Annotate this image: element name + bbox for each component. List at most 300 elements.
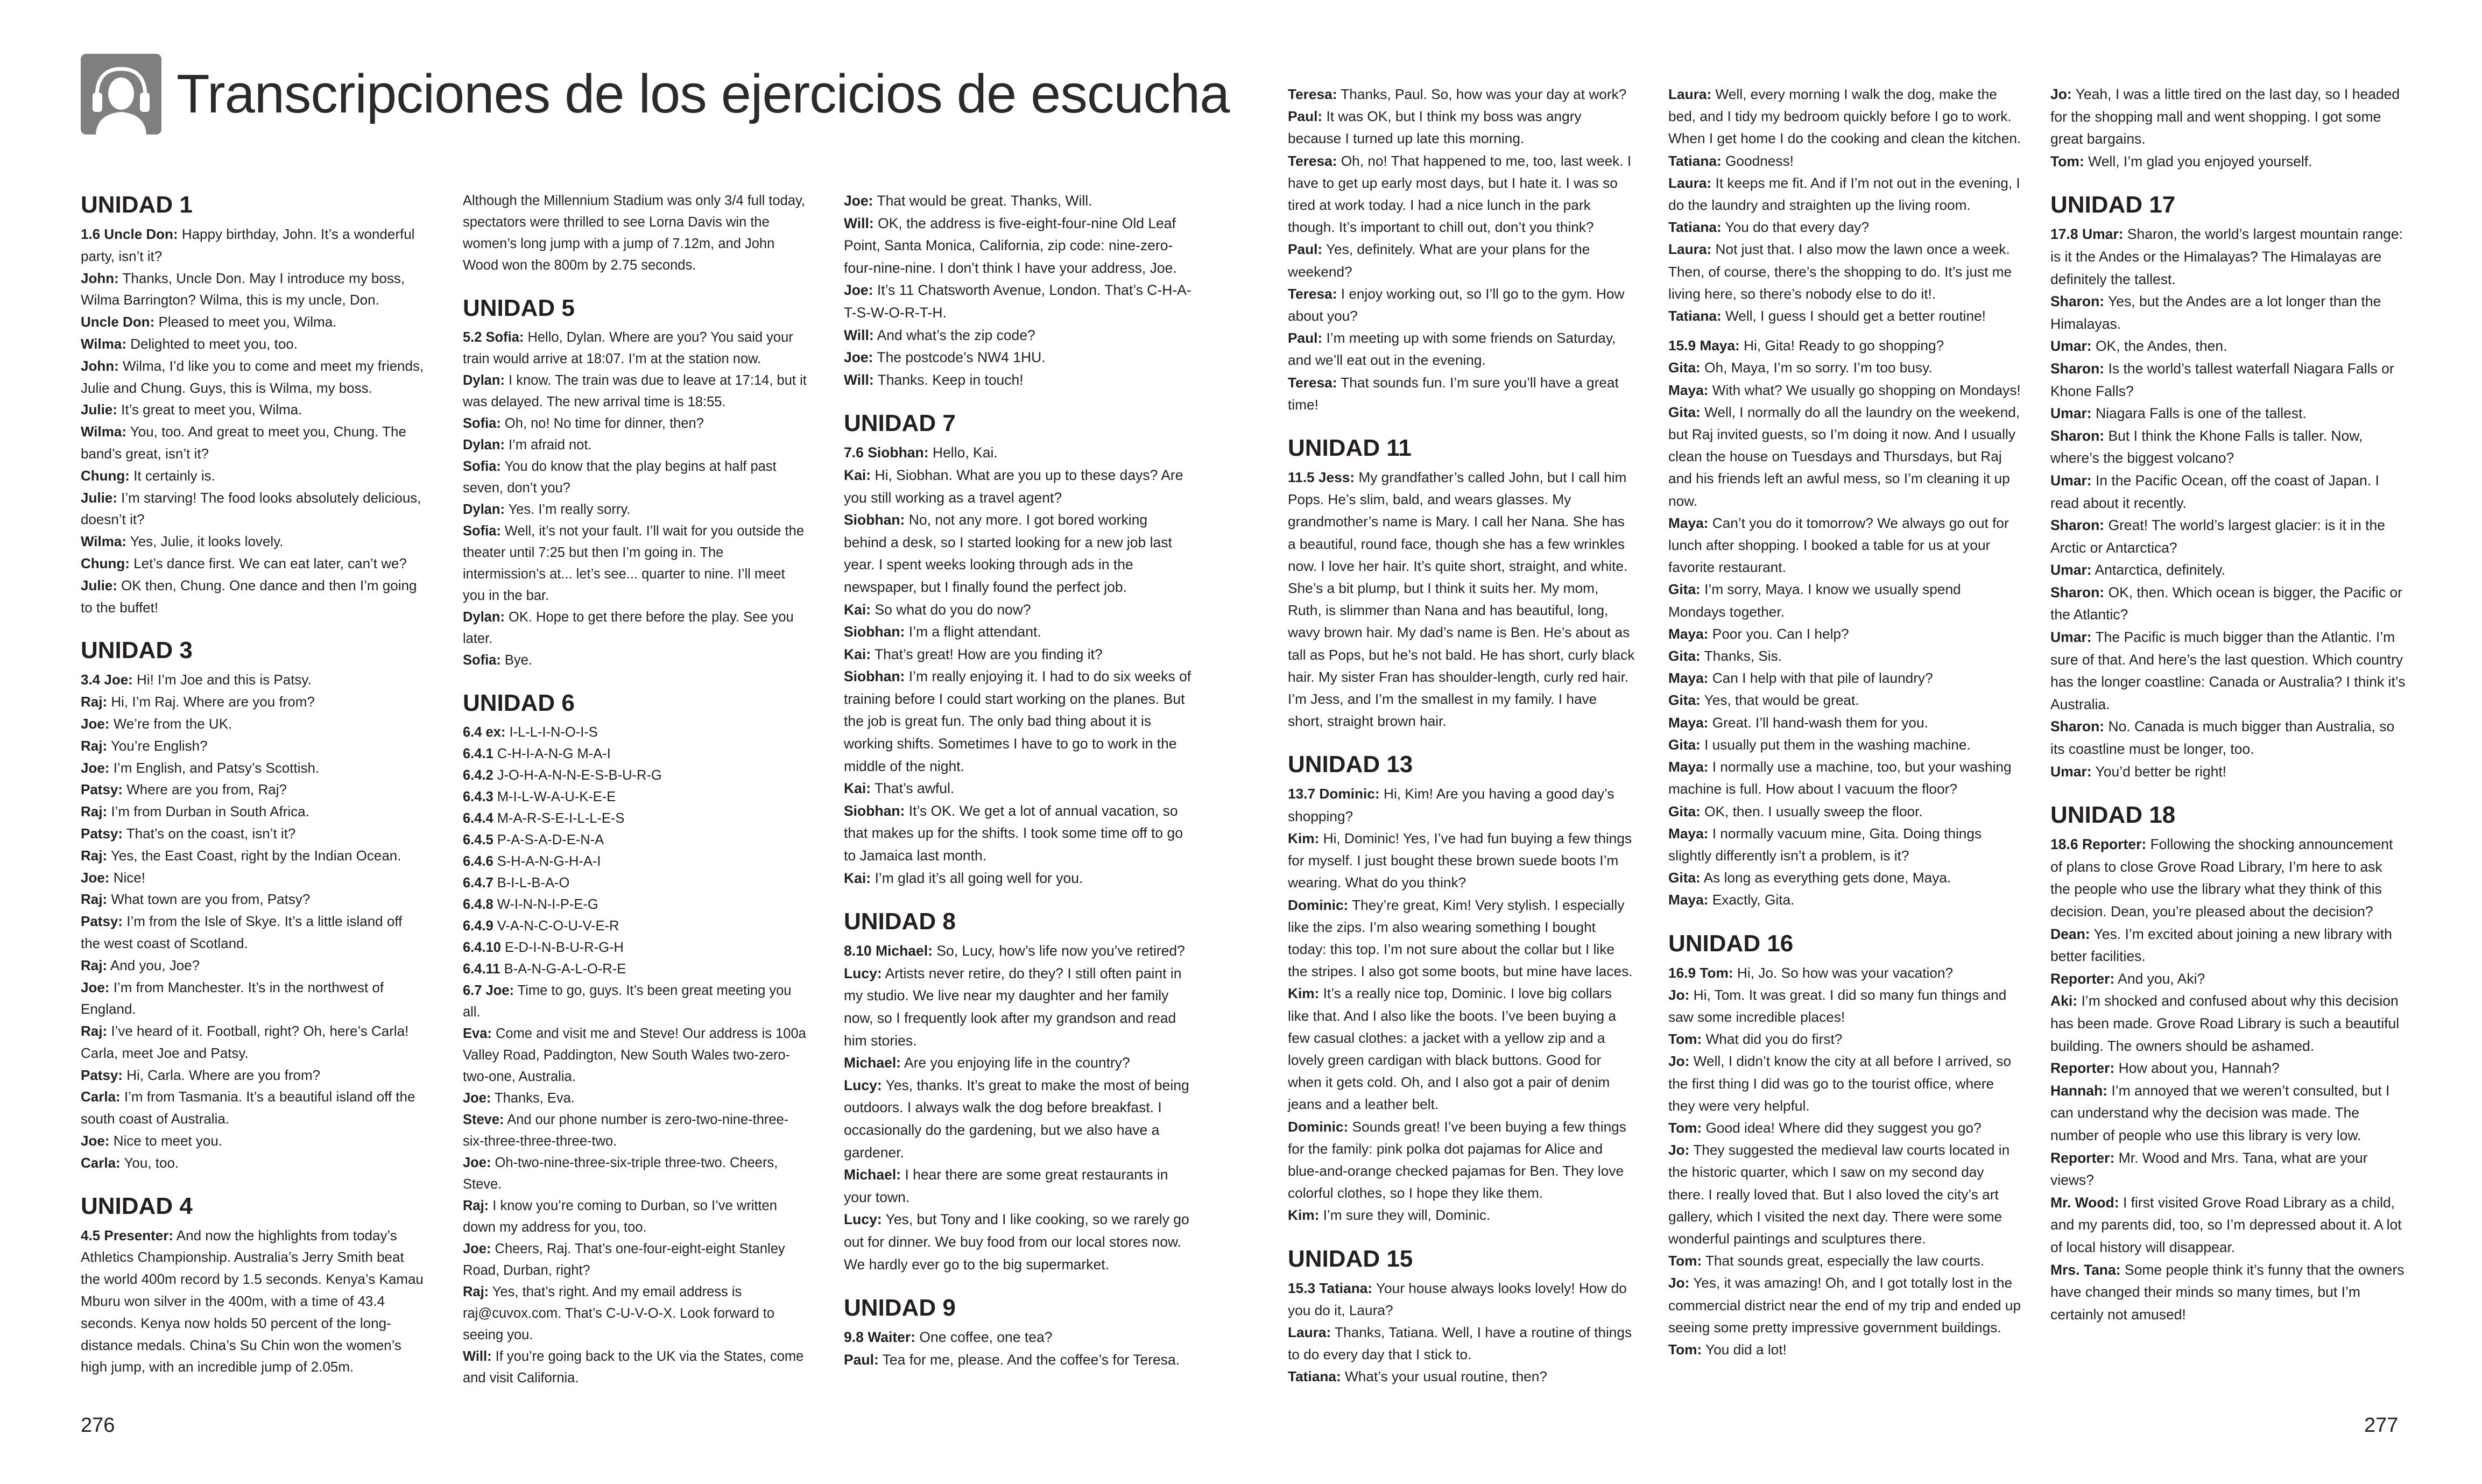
transcript-line (844, 347, 1191, 369)
transcript-line (844, 190, 1191, 213)
speech-text: I’m annoyed that we weren’t consulted, but I can understand why the decision was made. The number of people who use this library is very low. (2050, 1082, 2390, 1143)
transcript-line (1668, 1050, 2021, 1117)
transcript-line (463, 808, 807, 829)
speaker-label: 8.10 Michael: (844, 943, 933, 959)
unit-heading: UNIDAD 16 (1668, 930, 1794, 957)
transcript-column-4 (1288, 83, 1635, 1388)
speech-text: Yeah, I was a little tired on the last day, so I headed for the shopping mall and went shopping. I got some great bargains. (2050, 86, 2400, 147)
transcript-line (463, 499, 807, 520)
transcript-line (844, 1326, 1191, 1349)
transcript-line (1668, 83, 2021, 150)
transcript-line (463, 980, 807, 1023)
speech-text: Let’s dance first. We can eat later, can’t we? (129, 555, 407, 571)
speech-text: OK, the Andes, then. (2091, 338, 2227, 355)
speech-text: OK, then. Which ocean is bigger, the Pacific or the Atlantic? (2050, 584, 2402, 623)
speech-text: You do know that the play begins at half past seven, don’t you? (463, 459, 777, 496)
speech-text: Yes, Julie, it looks lovely. (126, 533, 284, 550)
paragraph-gap (1668, 327, 2021, 335)
transcript-column-2 (463, 190, 807, 1389)
transcript-line (463, 649, 807, 671)
transcript-line (844, 442, 1191, 464)
speech-text: Thanks, Uncle Don. May I introduce my boss, Wilma Barrington? Wilma, this is my uncle, Don. (81, 270, 405, 308)
transcript-line (81, 421, 425, 465)
transcript-line (844, 666, 1191, 778)
speaker-label: Raj: (81, 1023, 108, 1040)
transcript-line (81, 977, 425, 1021)
speech-text: OK then, Chung. One dance and then I’m going to the buffet! (81, 577, 417, 616)
speech-text: Hi, Siobhan. What are you up to these days? Are you still working as a travel agent? (844, 467, 1183, 506)
speaker-label: Dylan: (463, 610, 505, 625)
transcript-line (463, 1087, 807, 1109)
speaker-label: Mrs. Tana: (2050, 1261, 2121, 1278)
speaker-label: Gita: (1668, 736, 1701, 753)
transcript-line (1288, 1116, 1635, 1205)
speech-text: Hi! I’m Joe and this is Patsy. (132, 672, 312, 688)
transcript-line (1288, 1322, 1635, 1366)
speech-text: So, Lucy, how’s life now you’ve retired? (932, 943, 1185, 959)
transcript-line (2050, 626, 2406, 716)
transcript-line (844, 279, 1191, 324)
speaker-label: Julie: (81, 577, 117, 593)
speech-text: They’re great, Kim! Very stylish. I especially like the zips. I’m also wearing something I bought today: this top. I’m not sure about the collar but I like the stripes. I also got some boots, but mine have laces. (1288, 896, 1633, 980)
transcript-line (1668, 667, 2021, 689)
speaker-label: 15.3 Tatiana: (1288, 1280, 1373, 1296)
speech-text: If you’re going back to the UK via the States, come and visit California. (463, 1349, 804, 1386)
speech-text: One coffee, one tea? (915, 1329, 1053, 1346)
unit-heading: UNIDAD 8 (844, 908, 956, 935)
speaker-label: Tatiana: (1668, 219, 1722, 236)
speaker-label: 6.4.11 (463, 962, 500, 977)
page-number-right: 277 (2364, 1414, 2399, 1437)
speech-text: I’m a flight attendant. (905, 624, 1041, 640)
speech-text: I-L-L-I-N-O-I-S (505, 725, 598, 740)
transcript-line (1668, 867, 2021, 889)
transcript-line (463, 1195, 807, 1238)
speaker-label: Joe: (81, 715, 110, 732)
speech-text: That sounds great, especially the law courts. (1702, 1253, 1984, 1269)
transcript-line (844, 1075, 1191, 1164)
transcript-line (81, 223, 425, 267)
speech-text: I’m really enjoying it. I had to do six weeks of training before I could start working on the planes. But the job is great fun. The only bad thing about it is working shifts. Sometimes I have to go to work in the middle of the night. (844, 668, 1191, 774)
speech-text: Thanks, Tatiana. Well, I have a routine of things to do every day that I stick to. (1288, 1324, 1632, 1363)
speech-text: Yes. I’m excited about joining a new library with better facilities. (2050, 925, 2392, 965)
speaker-label: Gita: (1668, 648, 1701, 665)
speech-text: Artists never retire, do they? I still often paint in my studio. We live near my daughter and her family now, so I frequently look after my grandson and read him stories. (844, 965, 1182, 1049)
transcript-line (844, 621, 1191, 644)
transcript-line (844, 464, 1191, 509)
transcript-line (844, 940, 1191, 963)
speech-text: That would be great. Thanks, Will. (873, 193, 1092, 209)
transcript-line (1288, 83, 1635, 105)
speech-text: How about you, Hannah? (2114, 1060, 2280, 1077)
speaker-label: Kai: (844, 646, 871, 662)
unit-heading: UNIDAD 11 (1288, 435, 1412, 462)
speech-text: M-A-R-S-E-I-L-L-E-S (493, 811, 625, 826)
speech-text: I know you’re coming to Durban, so I’ve written down my address for you, too. (463, 1198, 777, 1235)
speech-text: J-O-H-A-N-N-E-S-B-U-R-G (493, 768, 662, 783)
speaker-label: Maya: (1668, 381, 1709, 398)
speaker-label: Sofia: (463, 653, 501, 668)
transcript-line (81, 823, 425, 845)
transcript-line (81, 713, 425, 735)
speaker-label: 6.4.5 (463, 832, 493, 847)
speech-text: Thanks. Keep in touch! (873, 371, 1024, 388)
transcript-line (463, 1346, 807, 1389)
unit-heading: UNIDAD 13 (1288, 751, 1413, 778)
speech-text: OK, the address is five-eight-four-nine Old Leaf Point, Santa Monica, California, zip code: nine-zero-four-nine-nine. I don’t think I have your address, Joe. (844, 215, 1177, 276)
speech-text: It’s 11 Chatsworth Avenue, London. That’s C-H-A-T-S-W-O-R-T-H. (844, 282, 1191, 321)
speech-text: Thanks, Paul. So, how was your day at work? (1337, 86, 1627, 102)
transcript-line (1668, 1139, 2021, 1250)
speech-text: Great. I’ll hand-wash them for you. (1708, 714, 1928, 731)
transcript-line (2050, 1057, 2406, 1080)
speaker-label: 5.2 Sofia: (463, 330, 524, 345)
speech-text: I hear there are some great restaurants in your town. (844, 1167, 1168, 1205)
transcript-line (81, 1086, 425, 1130)
transcript-line (81, 487, 425, 531)
transcript-line (463, 915, 807, 937)
speech-text: Oh, no! No time for dinner, then? (500, 416, 704, 431)
transcript-line (1288, 467, 1635, 732)
speech-text: Nice! (109, 869, 145, 886)
speech-text: I’ve heard of it. Football, right? Oh, here’s Carla! Carla, meet Joe and Patsy. (81, 1023, 409, 1061)
speech-text: I’m shocked and confused about why this decision has been made. Grove Road Library is such a beautiful building. The owners should be ashamed. (2050, 993, 2400, 1054)
transcript-line (1668, 216, 2021, 238)
speaker-label: Gita: (1668, 404, 1701, 420)
speech-text: You did a lot! (1702, 1341, 1787, 1358)
transcript-line (1668, 712, 2021, 734)
speech-text: I’m glad it’s all going well for you. (871, 870, 1083, 886)
speaker-label: Dominic: (1288, 896, 1349, 913)
speaker-label: Joe: (81, 1133, 110, 1149)
transcript-line (2050, 582, 2406, 626)
speaker-label: Aki: (2050, 993, 2078, 1009)
speech-text: I’m sorry, Maya. I know we usually spend Mondays together. (1668, 581, 1961, 620)
speaker-label: 9.8 Waiter: (844, 1329, 916, 1346)
speech-text: Not just that. I also mow the lawn once a week. Then, of course, there’s the shopping to do. It’s just me living here, so there’s nobody else to do it!. (1668, 241, 2012, 302)
transcript-line (81, 355, 425, 399)
speaker-label: Joe: (844, 349, 873, 366)
transcript-line (1288, 327, 1635, 371)
transcript-line (81, 801, 425, 823)
transcript-line (1668, 1028, 2021, 1050)
transcript-line (463, 606, 807, 649)
speaker-label: Kai: (844, 870, 871, 886)
speaker-label: Umar: (2050, 763, 2092, 780)
transcript-line (2050, 1147, 2406, 1192)
speech-text: Hi, Gita! Ready to go shopping? (1739, 337, 1944, 354)
speaker-label: Jo: (1668, 1275, 1690, 1291)
speaker-label: Sofia: (463, 459, 501, 474)
transcript-line (1668, 1339, 2021, 1361)
speaker-label: 6.4.10 (463, 940, 501, 955)
speaker-label: Siobhan: (844, 624, 905, 640)
speech-text: Well, I normally do all the laundry on the weekend, but Raj invited guests, so I’m doing it now. And I usually clean the house on Tuesdays and Thursdays, but Raj and his friends left an awful mess, so I’m cleaning it up now. (1668, 404, 2020, 509)
transcript-column-6 (2050, 83, 2406, 1326)
transcript-line (463, 958, 807, 980)
speaker-label: Chung: (81, 555, 130, 571)
transcript-line (1288, 1366, 1635, 1388)
transcript-line (2050, 470, 2406, 514)
speaker-label: 6.4.6 (463, 854, 493, 869)
transcript-line (844, 1209, 1191, 1276)
page-header (81, 54, 1229, 135)
unit-heading: UNIDAD 9 (844, 1295, 956, 1322)
speech-text: E-D-I-N-B-U-R-G-H (500, 940, 624, 955)
speaker-label: Uncle Don: (81, 314, 155, 330)
transcript-line (463, 327, 807, 370)
transcript-line (1668, 1250, 2021, 1272)
transcript-line (1668, 734, 2021, 756)
transcript-column-1 (81, 190, 425, 1378)
speaker-label: Will: (844, 371, 874, 388)
unit-heading: UNIDAD 3 (81, 637, 193, 664)
speaker-label: Joe: (81, 979, 110, 995)
speech-text: Although the Millennium Stadium was only 3/4 full today, spectators were thrilled to see Lorna Davis win the women’s long jump with a jump of 7.12m, and John Wood won the 800m by 2.75 seconds. (463, 193, 805, 273)
transcript-line (1668, 623, 2021, 645)
transcript-line (463, 413, 807, 434)
speaker-label: Will: (463, 1349, 492, 1364)
transcript-line (844, 509, 1191, 598)
speech-text: Following the shocking announcement of plans to close Grove Road Library, I’m here to ask the people who use the library what they think of this decision. Dean, you’re pleased about the decision? (2050, 836, 2393, 920)
transcript-line (1288, 150, 1635, 239)
unit-heading: UNIDAD 4 (81, 1192, 193, 1219)
transcript-line (1288, 828, 1635, 894)
speaker-label: Hannah: (2050, 1082, 2107, 1099)
speech-text: Delighted to meet you, too. (126, 335, 298, 352)
speaker-label: Maya: (1668, 625, 1709, 642)
speech-text: Some people think it’s funny that the owners have changed their minds so many times, but I’m certainly not amused! (2050, 1261, 2405, 1323)
speech-text: In the Pacific Ocean, off the coast of Japan. I read about it recently. (2050, 472, 2379, 511)
speech-text: That’s awful. (871, 780, 955, 797)
speaker-label: 4.5 Presenter: (81, 1227, 173, 1243)
speaker-label: Raj: (463, 1198, 489, 1213)
transcript-line (81, 757, 425, 779)
speech-text: It’s a really nice top, Dominic. I love big collars like that. And I also like the boots. I’ve been buying a few casual clothes: a jacket with a yellow zip and a lovely green cardigan with black buttons. Good for when it gets cold. Oh, and I also got a pair of denim jeans and a leather belt. (1288, 985, 1616, 1113)
speech-text: OK. Hope to get there before the play. See you later. (463, 610, 794, 646)
speaker-label: Paul: (844, 1351, 879, 1368)
speaker-label: Sharon: (2050, 517, 2105, 534)
speaker-label: Siobhan: (844, 512, 905, 528)
speech-text: Yes, definitely. What are your plans for the weekend? (1288, 241, 1590, 280)
speaker-label: Sharon: (2050, 584, 2105, 600)
speech-text: Happy birthday, John. It’s a wonderful party, isn’t it? (81, 226, 415, 264)
speech-text: You do that every day? (1721, 219, 1870, 236)
speaker-label: Raj: (81, 803, 108, 820)
speech-text: Hi, Carla. Where are you from? (123, 1066, 321, 1083)
transcript-line (1668, 1117, 2021, 1139)
speaker-label: 1.6 Uncle Don: (81, 226, 178, 242)
speech-text: Well, I didn’t know the city at all before I arrived, so the first thing I did was go to the tourist office, where they were very helpful. (1668, 1053, 2012, 1114)
transcript-line (2050, 1259, 2406, 1326)
transcript-line (1668, 962, 2021, 984)
speaker-label: Sofia: (463, 524, 501, 539)
transcript-line (463, 786, 807, 808)
speaker-label: Teresa: (1288, 285, 1337, 302)
transcript-line (81, 465, 425, 487)
speaker-label: Sharon: (2050, 427, 2105, 444)
transcript-line (81, 691, 425, 713)
transcript-line (2050, 291, 2406, 335)
headphones-person-icon (81, 54, 161, 135)
speaker-label: Joe: (844, 193, 873, 209)
speaker-label: Raj: (81, 847, 108, 864)
speaker-label: Carla: (81, 1089, 121, 1105)
transcript-line (463, 765, 807, 786)
speaker-label: 15.9 Maya: (1668, 337, 1740, 354)
transcript-line (1668, 823, 2021, 867)
transcript-line (463, 520, 807, 606)
speaker-label: Dean: (2050, 925, 2090, 942)
speaker-label: 11.5 Jess: (1288, 469, 1355, 486)
speaker-label: Kim: (1288, 1207, 1320, 1224)
speaker-label: Raj: (463, 1284, 489, 1299)
speaker-label: Patsy: (81, 825, 123, 842)
speech-text: I normally vacuum mine, Gita. Doing things slightly differently isn’t a problem, is it? (1668, 825, 1982, 864)
speaker-label: John: (81, 357, 119, 374)
speaker-label: 13.7 Dominic: (1288, 786, 1380, 802)
transcript-line (1288, 983, 1635, 1115)
speech-text: You, too. And great to meet you, Chung. The band’s great, isn’t it? (81, 423, 406, 462)
transcript-line (1288, 238, 1635, 282)
speaker-label: Teresa: (1288, 152, 1337, 169)
speech-text: Good idea! Where did they suggest you go? (1702, 1119, 1982, 1136)
speech-text: You’d better be right! (2091, 763, 2227, 780)
speaker-label: Raj: (81, 737, 108, 754)
speech-text: Yes, it was amazing! Oh, and I got totally lost in the commercial district near the end of my trip and ended up seeing some pretty impressive government buildings. (1668, 1275, 2021, 1335)
unit-heading: UNIDAD 17 (2050, 192, 2176, 218)
speaker-label: Joe: (81, 759, 110, 776)
transcript-line (2050, 833, 2406, 923)
speaker-label: Tatiana: (1288, 1368, 1341, 1385)
transcript-line (1288, 105, 1635, 150)
speaker-label: Patsy: (81, 781, 123, 798)
speaker-label: Wilma: (81, 533, 126, 550)
transcript-line (81, 1064, 425, 1086)
transcript-line (2050, 1192, 2406, 1259)
speaker-label: Will: (844, 215, 874, 231)
speaker-label: Maya: (1668, 670, 1709, 687)
speech-text: Yes, that’s right. And my email address is raj@cuvox.com. That’s C-U-V-O-X. Look forward to seeing you. (463, 1284, 775, 1342)
speech-text: V-A-N-C-O-U-V-E-R (493, 918, 619, 934)
speaker-label: Jo: (1668, 1053, 1690, 1070)
speech-text: Pleased to meet you, Wilma. (154, 314, 337, 330)
speech-text: Hi, Kim! Are you having a good day’s shopping? (1288, 786, 1614, 824)
speaker-label: 6.4.9 (463, 918, 493, 934)
transcript-line (463, 434, 807, 456)
speech-text: We’re from the UK. (109, 715, 232, 732)
speech-text: Hi, Dominic! Yes, I’ve had fun buying a few things for myself. I just bought these brown suede boots I’m wearing. What do you think? (1288, 830, 1632, 891)
unit-heading: UNIDAD 5 (463, 295, 575, 321)
speaker-label: Sharon: (2050, 718, 2105, 735)
transcript-line (463, 1152, 807, 1195)
speaker-label: Dominic: (1288, 1118, 1349, 1135)
speaker-label: Wilma: (81, 335, 126, 352)
transcript-line (81, 955, 425, 977)
speaker-label: Mr. Wood: (2050, 1194, 2119, 1211)
speaker-label: Julie: (81, 489, 117, 506)
speaker-label: Dylan: (463, 373, 505, 388)
speech-text: Hello, Kai. (928, 444, 998, 461)
speech-text: I’m from the Isle of Skye. It’s a little island off the west coast of Scotland. (81, 913, 403, 951)
speech-text: I enjoy working out, so I’ll go to the gym. How about you? (1288, 285, 1625, 324)
transcript-line (463, 190, 807, 276)
speaker-label: Maya: (1668, 759, 1709, 775)
speech-text: You, too. (120, 1154, 179, 1171)
speech-text: Yes, the East Coast, right by the Indian Ocean. (107, 847, 401, 864)
speech-text: The Pacific is much bigger than the Atlantic. I’m sure of that. And here’s the last question. Which country has the longer coastline: Canada or Australia? I think it’s Australia. (2050, 629, 2406, 712)
speaker-label: Raj: (81, 891, 108, 908)
transcript-line (81, 845, 425, 867)
unit-heading: UNIDAD 7 (844, 410, 956, 437)
speaker-label: Joe: (463, 1155, 491, 1170)
speaker-label: Will: (844, 327, 874, 343)
transcript-line (844, 867, 1191, 890)
transcript-line (1668, 512, 2021, 579)
transcript-line (2050, 990, 2406, 1057)
speaker-label: Umar: (2050, 405, 2092, 422)
speech-text: So what do you do now? (871, 601, 1031, 618)
transcript-line (1668, 1272, 2021, 1339)
transcript-line (844, 324, 1191, 347)
speaker-label: Laura: (1668, 86, 1712, 102)
speech-text: Yes, but Tony and I like cooking, so we rarely go out for dinner. We buy food from our local stores now. We hardly ever go to the big supermarket. (844, 1211, 1189, 1273)
speech-text: B-I-L-B-A-O (493, 875, 570, 891)
transcript-line (1288, 894, 1635, 983)
speech-text: Your house always looks lovely! How do you do it, Laura? (1288, 1280, 1627, 1318)
transcript-line (463, 851, 807, 872)
speaker-label: Lucy: (844, 1077, 882, 1093)
speech-text: Great! The world’s largest glacier: is it in the Arctic or Antarctica? (2050, 517, 2386, 556)
speech-text: Sounds great! I’ve been buying a few things for the family: pink polka dot pajamas for Alice and blue-and-orange checked pajamas for Ben. They love colorful clothes, so I hope they like them. (1288, 1118, 1626, 1202)
speech-text: Yes, that would be great. (1700, 692, 1859, 709)
transcript-line (1668, 305, 2021, 327)
speech-text: And now the highlights from today’s Athletics Championship. Australia’s Jerry Smith beat the world 400m record by 1.5 seconds. Kenya’s Kamau Mburu won silver in the 400m, with a time of 43.4 seconds. Kenya now holds 50 percent of the long-distance medals. China’s Su Chin won the women’s high jump, with an incredible jump of 2.05m. (81, 1227, 424, 1375)
transcript-line (463, 872, 807, 894)
transcript-line (1288, 372, 1635, 416)
speech-text: It’s OK. We get a lot of annual vacation, so that makes up for the shifts. I took some time off to go to Jamaica last month. (844, 802, 1183, 864)
transcript-line (1668, 984, 2021, 1028)
speech-text: Hi, I’m Raj. Where are you from? (107, 694, 315, 710)
speech-text: Oh, Maya, I’m so sorry. I’m too busy. (1700, 359, 1933, 376)
speaker-label: Dylan: (463, 437, 505, 453)
speaker-label: Maya: (1668, 825, 1709, 842)
transcript-line (463, 1023, 807, 1087)
speech-text: I’m meeting up with some friends on Saturday, and we’ll eat out in the evening. (1288, 330, 1616, 369)
speaker-label: Paul: (1288, 108, 1323, 125)
speech-text: Tea for me, please. And the coffee’s for Teresa. (878, 1351, 1180, 1368)
speaker-label: Laura: (1668, 241, 1712, 258)
speech-text: With what? We usually go shopping on Mondays! (1708, 381, 2021, 398)
speech-text: They suggested the medieval law courts located in the historic quarter, which I saw on my second day there. I really loved that. But I also loved the city’s art gallery, which I visited the next day. There were some wonderful paintings and sculptures there. (1668, 1142, 2010, 1247)
transcript-line (463, 456, 807, 499)
speaker-label: 18.6 Reporter: (2050, 836, 2147, 853)
speaker-label: Julie: (81, 401, 117, 418)
transcript-line (1668, 889, 2021, 911)
transcript-line (1668, 335, 2021, 357)
transcript-line (844, 800, 1191, 867)
speech-text: Bye. (500, 653, 532, 668)
speaker-label: Laura: (1668, 174, 1712, 191)
speech-text: Antarctica, definitely. (2091, 562, 2226, 578)
speech-text: Are you enjoying life in the country? (901, 1055, 1130, 1071)
speaker-label: Paul: (1288, 241, 1323, 258)
unit-heading: UNIDAD 6 (463, 690, 575, 716)
transcript-line (844, 369, 1191, 392)
speech-text: Can I help with that pile of laundry? (1708, 670, 1933, 687)
speaker-label: Umar: (2050, 562, 2092, 578)
speech-text: Oh, no! That happened to me, too, last week. I have to get up early most days, but I hate it. I was so tired at work today. I had a nice lunch in the park though. It’s important to chill out, don’t you think? (1288, 152, 1632, 236)
